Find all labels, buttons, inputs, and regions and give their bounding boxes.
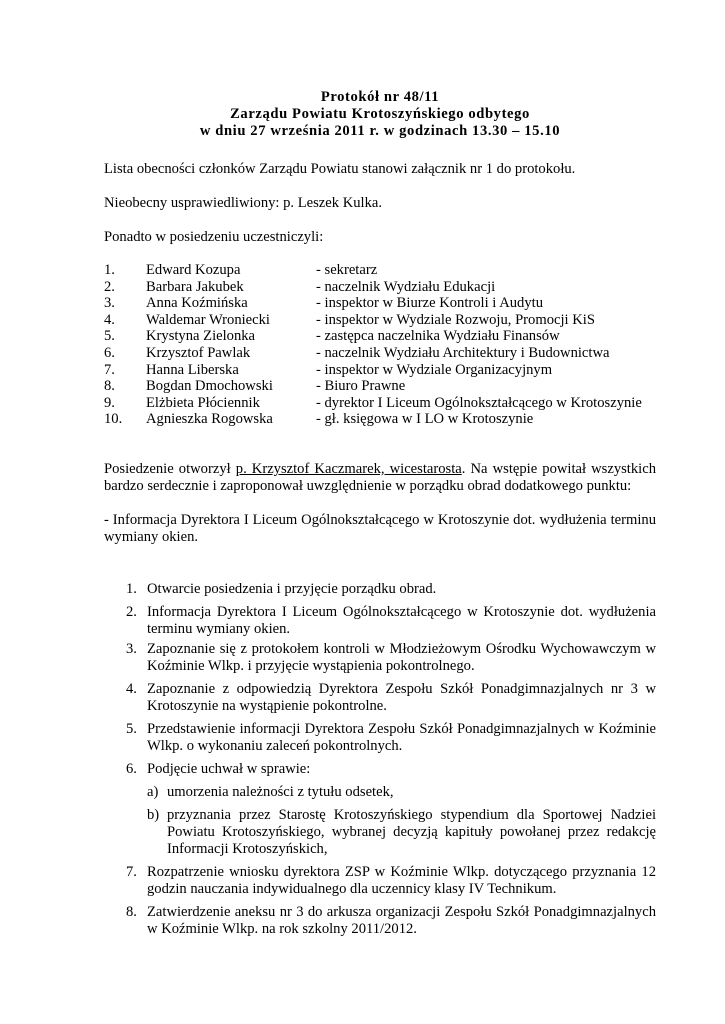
document-title bbox=[104, 89, 656, 140]
title-line-3: w dniu 27 września 2011 r. w godzinach 13.30 – 15.10 bbox=[199, 123, 561, 139]
agenda-text: Zatwierdzenie aneksu nr 3 do arkusza organizacji Zespołu Szkół Ponadgimnazjalnych w Koźminie Wlkp. na rok szkolny 2011/2012. bbox=[147, 903, 656, 937]
agenda-text: Podjęcie uchwał w sprawie: bbox=[147, 760, 311, 777]
agenda-item bbox=[126, 681, 656, 715]
participant-number: 9. bbox=[104, 394, 115, 411]
participant-row bbox=[104, 312, 656, 329]
participant-name: Krzysztof Pawlak bbox=[146, 344, 251, 361]
agenda-text: Zapoznanie z odpowiedzią Dyrektora Zespołu Szkół Ponadgimnazjalnych nr 3 w Krotoszynie na wystąpienie pokontrolne. bbox=[147, 680, 656, 714]
participant-number: 4. bbox=[104, 311, 115, 328]
agenda-item bbox=[126, 641, 656, 675]
agenda-list bbox=[126, 581, 656, 938]
participant-number: 3. bbox=[104, 295, 115, 312]
agenda-number: 3. bbox=[126, 640, 137, 657]
agenda-subitem-letter: a) bbox=[147, 783, 159, 800]
participant-name: Barbara Jakubek bbox=[146, 278, 244, 295]
opener-name: p. Krzysztof Kaczmarek, wicestarosta bbox=[235, 460, 462, 477]
agenda-subitem-text: umorzenia należności z tytułu odsetek, bbox=[167, 783, 394, 800]
participant-role: - naczelnik Wydziału Architektury i Budownictwa bbox=[316, 344, 610, 361]
opening-text-before: Posiedzenie otworzył bbox=[104, 460, 236, 477]
participant-role: - naczelnik Wydziału Edukacji bbox=[316, 278, 496, 295]
participant-name: Edward Kozupa bbox=[146, 262, 241, 278]
agenda-number: 5. bbox=[126, 720, 137, 737]
agenda-text: Przedstawienie informacji Dyrektora Zespołu Szkół Ponadgimnazjalnych w Koźminie Wlkp. o wykonaniu zaleceń pokontrolnych. bbox=[147, 720, 656, 754]
document-page bbox=[104, 89, 656, 938]
participant-row bbox=[104, 279, 656, 296]
agenda-text: Rozpatrzenie wniosku dyrektora ZSP w Koźminie Wlkp. dotyczącego przyznania 12 godzin nauczania indywidualnego dla uczennicy klasy IV Technikum. bbox=[147, 863, 656, 897]
agenda-item bbox=[126, 904, 656, 938]
participant-number: 1. bbox=[104, 262, 115, 278]
agenda-number: 7. bbox=[126, 863, 137, 880]
participant-name: Hanna Liberska bbox=[146, 361, 239, 378]
participant-number: 10. bbox=[104, 411, 123, 428]
participants-list bbox=[104, 262, 656, 428]
participant-number: 6. bbox=[104, 344, 115, 361]
opening-text-after: . Na wstępie powitał wszystkich bardzo serdecznie i zaproponował uwzględnienie w porządku obrad dodatkowego punktu: bbox=[104, 460, 656, 494]
participant-row bbox=[104, 411, 656, 428]
agenda-text: Informacja Dyrektora I Liceum Ogólnokształcącego w Krotoszynie dot. wydłużenia terminu wymiany okien. bbox=[147, 603, 656, 637]
participant-row bbox=[104, 362, 656, 379]
agenda-item bbox=[126, 581, 656, 598]
participant-row bbox=[104, 395, 656, 412]
participant-name: Agnieszka Rogowska bbox=[146, 411, 273, 428]
participant-role: - gł. księgowa w I LO w Krotoszynie bbox=[316, 411, 534, 428]
participant-number: 5. bbox=[104, 328, 115, 345]
participant-role: - Biuro Prawne bbox=[316, 378, 406, 395]
agenda-item bbox=[126, 864, 656, 898]
participant-role: - sekretarz bbox=[316, 262, 378, 278]
participant-name: Waldemar Wroniecki bbox=[146, 311, 270, 328]
participant-role: - zastępca naczelnika Wydziału Finansów bbox=[316, 328, 560, 345]
absent-note: Nieobecny usprawiedliwiony: p. Leszek Kulka. bbox=[104, 195, 383, 211]
agenda-subitem-text: przyznania przez Starostę Krotoszyńskiego stypendium dla Sportowej Nadziei Powiatu Krotoszyńskiego, wybranej decyzją kapituły powołanej przez redakcję Informacji Krotoszyńskich, bbox=[167, 806, 656, 857]
participant-number: 7. bbox=[104, 361, 115, 378]
title-line-2: Zarządu Powiatu Krotoszyńskiego odbytego bbox=[230, 106, 530, 122]
participant-row bbox=[104, 378, 656, 395]
agenda-subitem bbox=[147, 784, 656, 801]
title-line-1: Protokół nr 48/11 bbox=[320, 89, 440, 105]
opening-paragraph bbox=[104, 461, 656, 495]
agenda-subitem bbox=[147, 807, 656, 858]
agenda-text: Otwarcie posiedzenia i przyjęcie porządku obrad. bbox=[147, 580, 437, 597]
participant-number: 8. bbox=[104, 378, 115, 395]
agenda-number: 6. bbox=[126, 760, 137, 777]
agenda-number: 2. bbox=[126, 603, 137, 620]
participant-name: Bogdan Dmochowski bbox=[146, 378, 273, 395]
participant-name: Elżbieta Płóciennik bbox=[146, 394, 260, 411]
participant-role: - inspektor w Wydziale Rozwoju, Promocji KiS bbox=[316, 311, 595, 328]
participant-role: - inspektor w Wydziale Organizacyjnym bbox=[316, 361, 553, 378]
extra-point: - Informacja Dyrektora I Liceum Ogólnokształcącego w Krotoszynie dot. wydłużenia terminu wymiany okien. bbox=[104, 511, 656, 545]
participant-row bbox=[104, 262, 656, 279]
agenda-number: 1. bbox=[126, 580, 137, 597]
participant-row bbox=[104, 345, 656, 362]
participants-intro: Ponadto w posiedzeniu uczestniczyli: bbox=[104, 229, 324, 245]
agenda-item bbox=[126, 721, 656, 755]
participant-number: 2. bbox=[104, 278, 115, 295]
agenda-item bbox=[126, 604, 656, 638]
participant-row bbox=[104, 328, 656, 345]
participant-role: - dyrektor I Liceum Ogólnokształcącego w Krotoszynie bbox=[316, 394, 642, 411]
agenda-item bbox=[126, 761, 656, 778]
attendance-note: Lista obecności członków Zarządu Powiatu stanowi załącznik nr 1 do protokołu. bbox=[104, 161, 576, 177]
participant-role: - inspektor w Biurze Kontroli i Audytu bbox=[316, 295, 543, 312]
agenda-number: 4. bbox=[126, 680, 137, 697]
participant-row bbox=[104, 295, 656, 312]
agenda-number: 8. bbox=[126, 903, 137, 920]
agenda-subitem-letter: b) bbox=[147, 806, 160, 823]
participant-name: Anna Koźmińska bbox=[146, 295, 248, 312]
agenda-text: Zapoznanie się z protokołem kontroli w Młodzieżowym Ośrodku Wychowawczym w Koźminie Wlkp. i przyjęcie wystąpienia pokontrolnego. bbox=[147, 640, 656, 674]
participant-name: Krystyna Zielonka bbox=[146, 328, 256, 345]
